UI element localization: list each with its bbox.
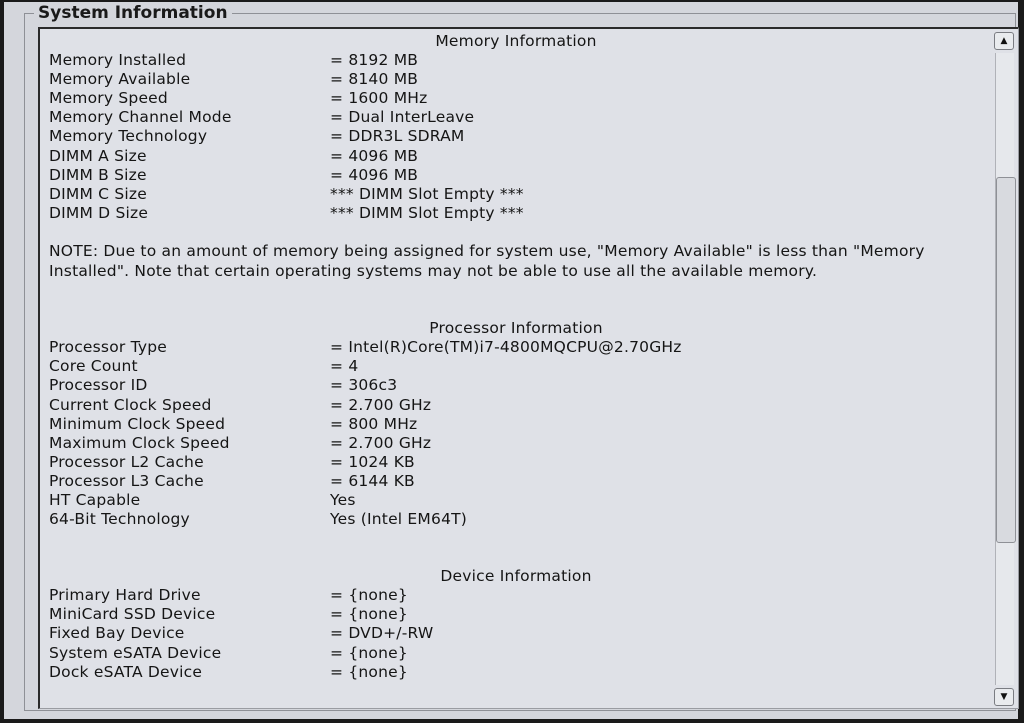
processor-row-label: Processor Type xyxy=(49,338,167,357)
memory-section-title: Memory Information xyxy=(435,32,597,50)
device-row-value: = DVD+/-RW xyxy=(330,624,434,643)
device-row-value: = {none} xyxy=(330,662,408,681)
processor-row-label: Maximum Clock Speed xyxy=(49,433,230,452)
processor-row xyxy=(46,510,986,529)
memory-row-value: *** DIMM Slot Empty *** xyxy=(330,203,524,222)
info-content xyxy=(46,32,986,682)
device-row xyxy=(46,624,986,643)
processor-row-value: = 2.700 GHz xyxy=(330,395,432,414)
processor-row-label: Processor ID xyxy=(49,376,148,395)
memory-row-label: Memory Available xyxy=(49,70,191,89)
memory-row xyxy=(46,185,986,204)
device-row xyxy=(46,605,986,624)
processor-row xyxy=(46,415,986,434)
scroll-track[interactable] xyxy=(995,53,1014,685)
processor-row xyxy=(46,491,986,510)
scroll-up-button[interactable] xyxy=(994,32,1014,50)
processor-row-label: 64-Bit Technology xyxy=(49,510,190,529)
memory-row xyxy=(46,51,986,70)
memory-row-value: *** DIMM Slot Empty *** xyxy=(330,184,524,203)
processor-row-value: = 1024 KB xyxy=(330,452,415,471)
group-title: System Information xyxy=(34,2,232,24)
memory-row xyxy=(46,127,986,146)
processor-row xyxy=(46,472,986,491)
processor-row-label: Current Clock Speed xyxy=(49,395,212,414)
memory-row xyxy=(46,147,986,166)
triangle-up-icon: ▲ xyxy=(1000,36,1008,46)
processor-row-value: = Intel(R)Core(TM)i7-4800MQCPU@2.70GHz xyxy=(330,338,682,357)
processor-row-value: = 306c3 xyxy=(330,376,398,395)
spacer xyxy=(46,529,986,567)
spacer xyxy=(46,281,986,319)
memory-row xyxy=(46,204,986,223)
device-section-title: Device Information xyxy=(440,567,592,586)
memory-row-label: Memory Technology xyxy=(49,127,208,146)
processor-row xyxy=(46,396,986,415)
processor-row xyxy=(46,434,986,453)
bios-screen xyxy=(4,2,1018,719)
memory-row xyxy=(46,89,986,108)
processor-row-value: = 800 MHz xyxy=(330,414,418,433)
memory-row xyxy=(46,166,986,185)
processor-row xyxy=(46,357,986,376)
device-row xyxy=(46,586,986,605)
processor-row xyxy=(46,338,986,357)
processor-row-label: Processor L3 Cache xyxy=(49,471,204,490)
memory-row-value: = Dual InterLeave xyxy=(330,108,475,127)
processor-row-value: = 6144 KB xyxy=(330,471,415,490)
info-panel[interactable] xyxy=(38,27,1019,709)
processor-row-label: HT Capable xyxy=(49,490,141,509)
vertical-scrollbar[interactable] xyxy=(993,31,1015,706)
memory-row-label: Memory Speed xyxy=(49,89,168,108)
memory-row-label: Memory Installed xyxy=(49,51,187,70)
device-row xyxy=(46,663,986,682)
processor-row-value: = 2.700 GHz xyxy=(330,433,432,452)
device-row-label: MiniCard SSD Device xyxy=(49,605,216,624)
processor-row-label: Minimum Clock Speed xyxy=(49,414,226,433)
memory-row-label: Memory Channel Mode xyxy=(49,108,232,127)
memory-row-value: = DDR3L SDRAM xyxy=(330,127,465,146)
memory-row-label: DIMM A Size xyxy=(49,146,147,165)
device-row-label: Fixed Bay Device xyxy=(49,624,185,643)
device-row-value: = {none} xyxy=(330,586,408,605)
device-row-label: System eSATA Device xyxy=(49,643,222,662)
processor-row-label: Processor L2 Cache xyxy=(49,452,204,471)
memory-row-value: = 4096 MB xyxy=(330,146,419,165)
processor-row-value: Yes xyxy=(330,490,356,509)
memory-row-label: DIMM D Size xyxy=(49,203,149,222)
processor-row-value: = 4 xyxy=(330,357,359,376)
memory-row-value: = 4096 MB xyxy=(330,165,419,184)
device-row-label: Primary Hard Drive xyxy=(49,586,201,605)
memory-row-value: = 8140 MB xyxy=(330,70,419,89)
triangle-down-icon: ▼ xyxy=(1000,692,1008,702)
device-row-value: = {none} xyxy=(330,643,408,662)
processor-row xyxy=(46,376,986,395)
processor-section-title: Processor Information xyxy=(429,319,603,338)
processor-row-value: Yes (Intel EM64T) xyxy=(330,510,468,529)
scroll-thumb[interactable] xyxy=(996,177,1016,543)
scroll-down-button[interactable] xyxy=(994,688,1014,706)
device-row-value: = {none} xyxy=(330,605,408,624)
processor-row xyxy=(46,453,986,472)
memory-row-label: DIMM B Size xyxy=(49,165,147,184)
memory-note: NOTE: Due to an amount of memory being assigned for system use, "Memory Available" is less than "Memory Installed". Note that certain operating systems may not be able to use all the available memory. xyxy=(49,241,925,280)
memory-row-value: = 1600 MHz xyxy=(330,89,428,108)
memory-row-value: = 8192 MB xyxy=(330,51,419,70)
device-row-label: Dock eSATA Device xyxy=(49,662,203,681)
memory-row xyxy=(46,108,986,127)
memory-row xyxy=(46,70,986,89)
processor-row-label: Core Count xyxy=(49,357,138,376)
device-row xyxy=(46,644,986,663)
memory-row-label: DIMM C Size xyxy=(49,184,147,203)
